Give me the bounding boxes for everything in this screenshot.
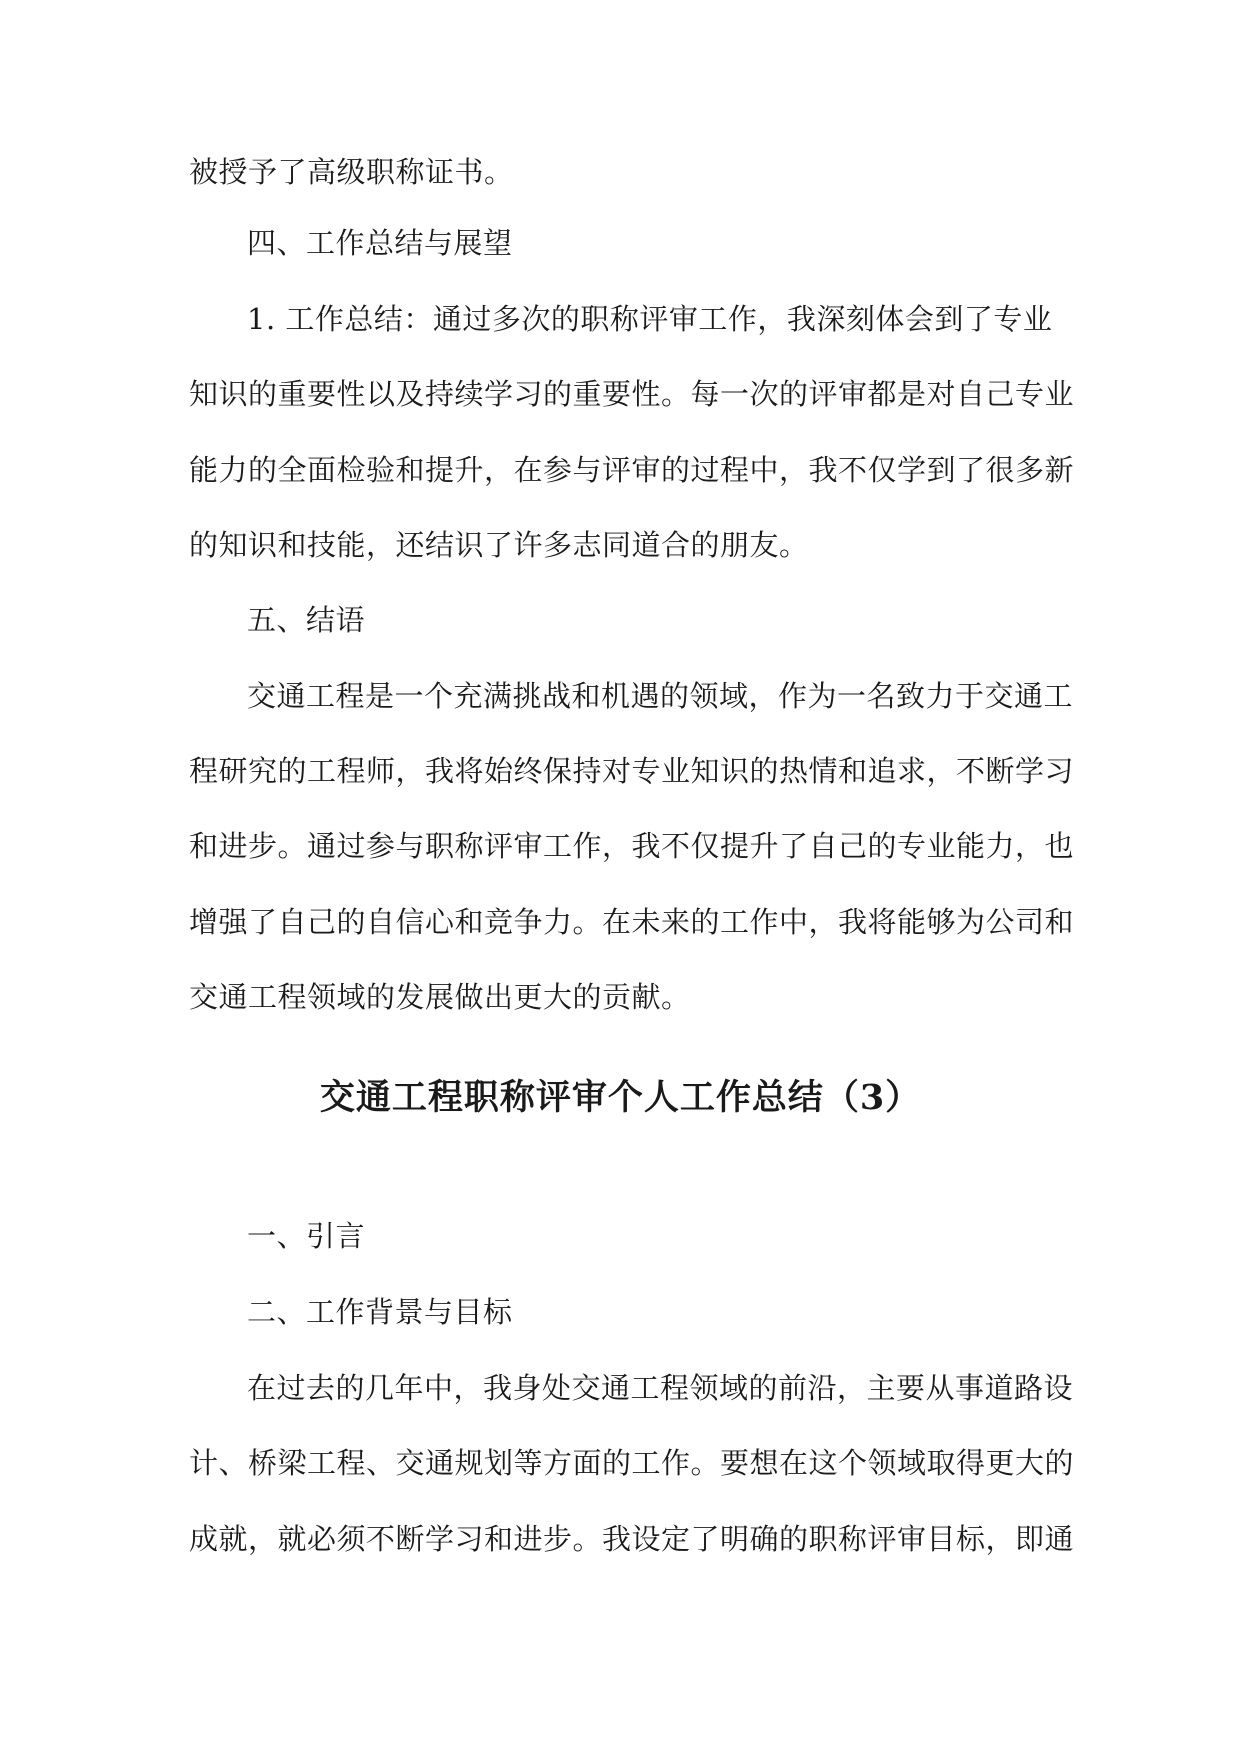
paragraph-line: 1. 工作总结：通过多次的职称评审工作，我深刻体会到了专业: [247, 302, 1053, 336]
paragraph-line: 能力的全面检验和提升，在参与评审的过程中，我不仅学到了很多新: [189, 453, 1075, 487]
document-title: 交通工程职称评审个人工作总结（3）: [319, 1077, 922, 1118]
section-heading-4: 四、工作总结与展望: [247, 226, 513, 260]
paragraph-line: 知识的重要性以及持续学习的重要性。每一次的评审都是对自己专业: [189, 377, 1075, 411]
section-heading-5: 五、结语: [247, 603, 366, 637]
paragraph-line: 成就，就必须不断学习和进步。我设定了明确的职称评审目标，即通: [189, 1522, 1075, 1556]
paragraph-line: 被授予了高级职称证书。: [189, 155, 514, 189]
paragraph-line: 增强了自己的自信心和竞争力。在未来的工作中，我将能够为公司和: [189, 905, 1075, 939]
paragraph-line: 和进步。通过参与职称评审工作，我不仅提升了自己的专业能力，也: [189, 829, 1075, 863]
paragraph-line: 交通工程领域的发展做出更大的贡献。: [189, 980, 691, 1014]
paragraph-line: 程研究的工程师，我将始终保持对专业知识的热情和追求，不断学习: [189, 754, 1075, 788]
paragraph-line: 计、桥梁工程、交通规划等方面的工作。要想在这个领域取得更大的: [189, 1446, 1075, 1480]
paragraph-line: 的知识和技能，还结识了许多志同道合的朋友。: [189, 528, 809, 562]
paragraph-line: 在过去的几年中，我身处交通工程领域的前沿，主要从事道路设: [247, 1371, 1074, 1405]
paragraph-line: 交通工程是一个充满挑战和机遇的领域，作为一名致力于交通工: [247, 679, 1074, 713]
section-heading-1: 一、引言: [247, 1219, 366, 1253]
section-heading-2: 二、工作背景与目标: [247, 1295, 513, 1329]
